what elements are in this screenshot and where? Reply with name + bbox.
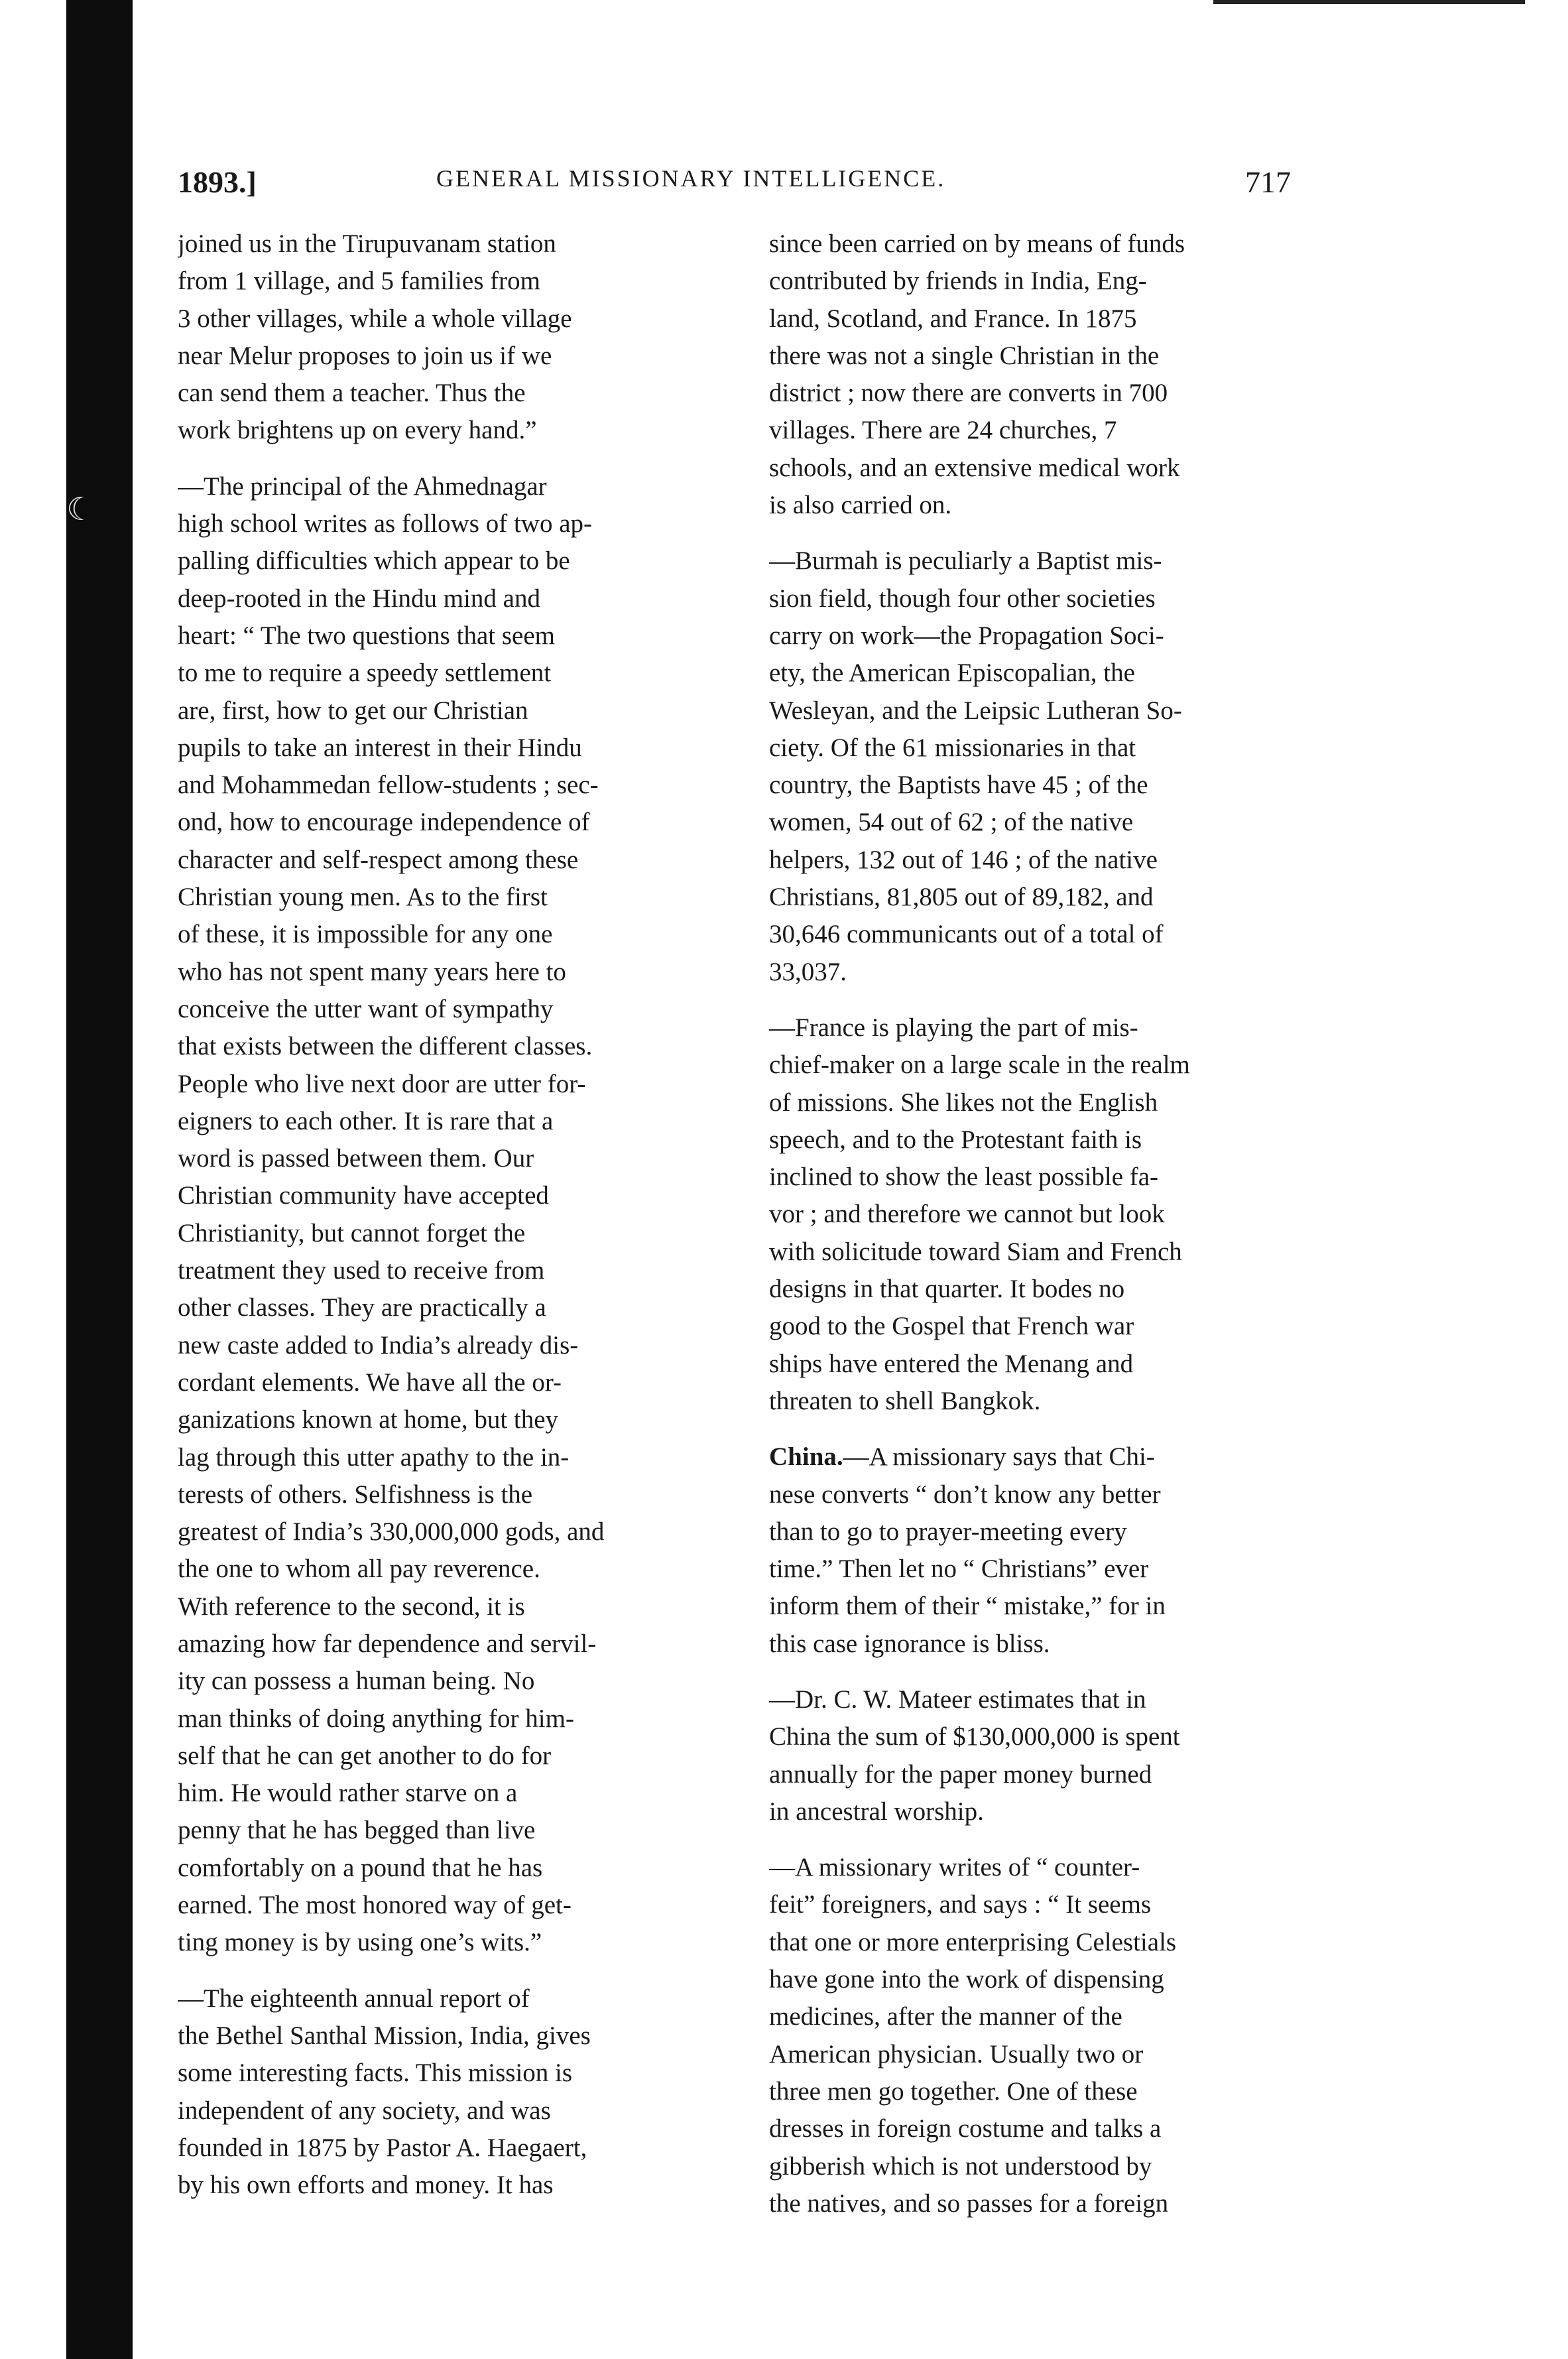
line-text: other classes. They are practically a <box>178 1293 546 1322</box>
line-text: 33,037. <box>769 957 847 986</box>
line-text: new caste added to India’s already dis- <box>178 1330 579 1360</box>
text-line <box>178 1850 748 1887</box>
text-line <box>769 1924 1339 1961</box>
text-line <box>178 542 748 580</box>
line-text: —The eighteenth annual report of <box>178 1984 530 2013</box>
line-text: some interesting facts. This mission is <box>178 2059 573 2088</box>
left-column <box>178 225 748 2222</box>
line-text: self that he can get another to do for <box>178 1741 552 1770</box>
line-text: ting money is by using one’s wits.” <box>178 1928 542 1957</box>
text-line <box>769 1121 1339 1159</box>
line-text: 30,646 communicants out of a total of <box>769 920 1164 949</box>
text-line <box>178 1028 748 1065</box>
line-text: cordant elements. We have all the or- <box>178 1368 562 1397</box>
line-text: —France is playing the part of mis- <box>769 1013 1138 1042</box>
text-line <box>178 804 748 841</box>
line-text: comfortably on a pound that he has <box>178 1853 543 1882</box>
text-line <box>769 300 1339 338</box>
line-text: speech, and to the Protestant faith is <box>769 1125 1142 1154</box>
line-text: threaten to shell Bangkok. <box>769 1386 1041 1415</box>
header-title: GENERAL MISSIONARY INTELLIGENCE. <box>436 165 946 192</box>
line-text: from 1 village, and 5 families from <box>178 267 540 296</box>
line-text: terests of others. Selfishness is the <box>178 1480 533 1509</box>
text-line <box>178 1812 748 1849</box>
line-text: ganizations known at home, but they <box>178 1405 559 1435</box>
text-line <box>769 916 1339 953</box>
text-line <box>769 1681 1339 1718</box>
text-line <box>178 954 748 991</box>
text-line <box>178 1177 748 1214</box>
paragraph <box>769 1009 1339 1420</box>
text-line <box>769 412 1339 449</box>
text-line <box>769 1961 1339 1998</box>
text-line <box>178 655 748 692</box>
text-line <box>178 1775 748 1812</box>
line-text: is also carried on. <box>769 491 952 520</box>
text-line <box>769 375 1339 412</box>
text-line <box>769 730 1339 767</box>
text-line <box>769 1849 1339 1886</box>
text-line <box>178 2130 748 2167</box>
line-text: independent of any society, and was <box>178 2096 551 2125</box>
text-line <box>769 804 1339 841</box>
text-line <box>769 225 1339 263</box>
line-text: ety, the American Episcopalian, the <box>769 659 1135 688</box>
text-line <box>769 450 1339 487</box>
line-text: treatment they used to receive from <box>178 1256 545 1285</box>
line-text: villages. There are 24 churches, 7 <box>769 416 1117 445</box>
line-text: American physician. Usually two or <box>769 2039 1144 2069</box>
text-line <box>178 263 748 300</box>
text-line <box>178 1103 748 1140</box>
text-line <box>769 1476 1339 1513</box>
line-text: this case ignorance is bliss. <box>769 1629 1050 1658</box>
text-line <box>769 1346 1339 1383</box>
text-line <box>769 1513 1339 1551</box>
paragraph <box>769 542 1339 991</box>
text-line <box>769 2073 1339 2110</box>
line-text: and Mohammedan fellow-students ; sec- <box>178 771 599 800</box>
line-text: good to the Gospel that French war <box>769 1312 1134 1341</box>
line-text: heart: “ The two questions that seem <box>178 621 555 650</box>
line-text: —Dr. C. W. Mateer estimates that in <box>769 1685 1146 1714</box>
text-line <box>769 1271 1339 1308</box>
text-line <box>769 1998 1339 2035</box>
line-text: to me to require a speedy settlement <box>178 659 552 688</box>
line-text: lag through this utter apathy to the in- <box>178 1442 570 1472</box>
line-text: ity can possess a human being. No <box>178 1667 535 1696</box>
paragraph <box>769 1849 1339 2222</box>
paragraph <box>178 468 748 1962</box>
line-text: country, the Baptists have 45 ; of the <box>769 771 1148 800</box>
line-text: him. He would rather starve on a <box>178 1779 518 1808</box>
text-line <box>178 225 748 263</box>
line-text: ond, how to encourage independence of <box>178 808 590 837</box>
text-line <box>769 1551 1339 1588</box>
line-text: With reference to the second, it is <box>178 1592 525 1621</box>
line-text: district ; now there are converts in 700 <box>769 379 1168 408</box>
line-text: time.” Then let no “ Christians” ever <box>769 1555 1149 1584</box>
text-line <box>769 2185 1339 2222</box>
line-text: chief-maker on a large scale in the realm <box>769 1051 1190 1080</box>
right-column <box>769 225 1339 2241</box>
text-line <box>178 580 748 617</box>
line-text: feit” foreigners, and says : “ It seems <box>769 1890 1152 1919</box>
line-text: high school writes as follows of two ap- <box>178 509 592 539</box>
line-text: Wesleyan, and the Leipsic Lutheran So- <box>769 696 1182 725</box>
text-line <box>178 1327 748 1364</box>
line-text: —A missionary says that Chi- <box>843 1442 1155 1472</box>
paragraph <box>769 1681 1339 1830</box>
text-line <box>178 1215 748 1252</box>
line-text: who has not spent many years here to <box>178 957 566 986</box>
line-text: pupils to take an interest in their Hindu <box>178 733 582 762</box>
text-line <box>769 1196 1339 1233</box>
text-line <box>769 1009 1339 1047</box>
line-text: can send them a teacher. Thus the <box>178 379 526 408</box>
text-line <box>178 916 748 953</box>
line-text: that one or more enterprising Celestials <box>769 1927 1177 1956</box>
section-lead: China. <box>769 1442 843 1472</box>
text-line <box>178 338 748 375</box>
line-text: the natives, and so passes for a foreign <box>769 2189 1169 2218</box>
text-line <box>178 2092 748 2130</box>
text-line <box>769 338 1339 375</box>
text-line <box>178 617 748 655</box>
paragraph <box>178 1980 748 2204</box>
line-text: man thinks of doing anything for him- <box>178 1704 574 1733</box>
text-line <box>178 2167 748 2204</box>
text-line <box>769 1084 1339 1121</box>
text-line <box>769 1756 1339 1793</box>
line-text: the one to whom all pay reverence. <box>178 1555 540 1584</box>
line-text: helpers, 132 out of 146 ; of the native <box>769 845 1158 874</box>
text-line <box>769 263 1339 300</box>
text-line <box>178 730 748 767</box>
line-text: word is passed between them. Our <box>178 1144 534 1173</box>
text-line <box>769 1159 1339 1196</box>
line-text: schools, and an extensive medical work <box>769 453 1180 482</box>
line-text: have gone into the work of dispensing <box>769 1965 1164 1994</box>
paragraph <box>769 1438 1339 1663</box>
text-line <box>178 692 748 730</box>
line-text: dresses in foreign costume and talks a <box>769 2114 1162 2143</box>
text-line <box>769 2148 1339 2185</box>
text-line <box>769 954 1339 991</box>
text-line <box>769 767 1339 804</box>
line-text: amazing how far dependence and servil- <box>178 1629 597 1658</box>
line-text: 3 other villages, while a whole village <box>178 304 572 333</box>
line-text: joined us in the Tirupuvanam station <box>178 229 556 258</box>
line-text: Christian young men. As to the first <box>178 883 548 912</box>
text-line <box>178 1738 748 1775</box>
line-text: deep-rooted in the Hindu mind and <box>178 584 540 613</box>
text-line <box>178 1551 748 1588</box>
text-line <box>769 879 1339 916</box>
page-number: 717 <box>1245 165 1291 199</box>
line-text: inclined to show the least possible fa- <box>769 1163 1159 1192</box>
text-line <box>178 1700 748 1738</box>
line-text: palling difficulties which appear to be <box>178 546 570 576</box>
line-text: ciety. Of the 61 missionaries in that <box>769 733 1136 762</box>
line-text: —Burmah is peculiarly a Baptist mis- <box>769 546 1162 576</box>
line-text: medicines, after the manner of the <box>769 2002 1122 2031</box>
line-text: gibberish which is not understood by <box>769 2151 1152 2181</box>
line-text: since been carried on by means of funds <box>769 229 1185 258</box>
line-text: of these, it is impossible for any one <box>178 920 553 949</box>
text-line <box>769 617 1339 655</box>
binding-mark: ☾ <box>66 491 95 528</box>
line-text: contributed by friends in India, Eng- <box>769 267 1147 296</box>
text-line <box>178 1066 748 1103</box>
text-line <box>178 1289 748 1326</box>
line-text: in ancestral worship. <box>769 1797 984 1826</box>
text-line <box>769 2110 1339 2147</box>
text-line <box>178 468 748 505</box>
line-text: character and self-respect among these <box>178 845 579 874</box>
line-text: by his own efforts and money. It has <box>178 2171 554 2200</box>
line-text: with solicitude toward Siam and French <box>769 1237 1182 1266</box>
text-line <box>178 300 748 338</box>
text-line <box>178 375 748 412</box>
line-text: Christians, 81,805 out of 89,182, and <box>769 883 1154 912</box>
line-text: Christian community have accepted <box>178 1181 549 1210</box>
text-line <box>178 1887 748 1924</box>
text-line <box>769 1308 1339 1345</box>
binding-edge-shadow <box>66 0 133 2359</box>
text-line <box>178 2055 748 2092</box>
text-line <box>769 655 1339 692</box>
line-text: there was not a single Christian in the <box>769 341 1160 370</box>
text-line <box>769 1438 1339 1476</box>
line-text: near Melur proposes to join us if we <box>178 341 552 370</box>
text-line <box>178 1588 748 1626</box>
line-text: sion field, though four other societies <box>769 584 1156 613</box>
line-text: carry on work—the Propagation Soci- <box>769 621 1164 650</box>
line-text: People who live next door are utter for- <box>178 1069 586 1098</box>
line-text: vor ; and therefore we cannot but look <box>769 1200 1165 1229</box>
text-line <box>178 1476 748 1513</box>
line-text: China the sum of $130,000,000 is spent <box>769 1722 1180 1752</box>
line-text: three men go together. One of these <box>769 2076 1138 2106</box>
text-line <box>178 1140 748 1177</box>
line-text: work brightens up on every hand.” <box>178 416 537 445</box>
text-line <box>178 1252 748 1289</box>
text-line <box>769 580 1339 617</box>
line-text: conceive the utter want of sympathy <box>178 994 554 1023</box>
line-text: designs in that quarter. It bodes no <box>769 1275 1125 1304</box>
text-line <box>769 542 1339 580</box>
top-rule <box>1213 0 1525 4</box>
line-text: land, Scotland, and France. In 1875 <box>769 304 1137 333</box>
line-text: are, first, how to get our Christian <box>178 696 528 725</box>
line-text: inform them of their “ mistake,” for in <box>769 1592 1166 1621</box>
text-line <box>178 879 748 916</box>
text-line <box>769 1047 1339 1084</box>
text-line <box>769 1383 1339 1420</box>
text-line <box>769 842 1339 879</box>
line-text: founded in 1875 by Pastor A. Haegaert, <box>178 2133 587 2162</box>
line-text: ships have entered the Menang and <box>769 1349 1134 1378</box>
header-year: 1893.] <box>178 165 257 199</box>
line-text: than to go to prayer-meeting every <box>769 1517 1127 1546</box>
line-text: that exists between the different classes. <box>178 1032 593 1061</box>
line-text: earned. The most honored way of get- <box>178 1891 572 1920</box>
text-line <box>769 1718 1339 1755</box>
text-line <box>769 487 1339 524</box>
text-line <box>178 1364 748 1401</box>
line-text: Christianity, but cannot forget the <box>178 1218 526 1247</box>
text-line <box>178 505 748 542</box>
text-line <box>178 842 748 879</box>
line-text: women, 54 out of 62 ; of the native <box>769 808 1134 837</box>
line-text: —The principal of the Ahmednagar <box>178 472 547 501</box>
line-text: nese converts “ don’t know any better <box>769 1480 1161 1509</box>
text-line <box>769 1886 1339 1923</box>
text-line <box>769 1234 1339 1271</box>
running-header <box>178 164 1305 204</box>
line-text: annually for the paper money burned <box>769 1759 1152 1789</box>
text-line <box>178 1980 748 2017</box>
text-line <box>178 991 748 1028</box>
text-line <box>178 767 748 804</box>
text-line <box>178 1626 748 1663</box>
text-line <box>769 1793 1339 1830</box>
line-text: eigners to each other. It is rare that a <box>178 1106 554 1135</box>
line-text: of missions. She likes not the English <box>769 1088 1158 1117</box>
text-line <box>769 1588 1339 1625</box>
line-text: —A missionary writes of “ counter- <box>769 1853 1140 1882</box>
text-line <box>178 1401 748 1438</box>
paragraph <box>769 225 1339 524</box>
text-line <box>769 1626 1339 1663</box>
text-line <box>178 412 748 449</box>
text-line <box>178 2017 748 2055</box>
paragraph <box>178 225 748 450</box>
text-line <box>769 2036 1339 2073</box>
text-line <box>178 1663 748 1700</box>
text-line <box>769 692 1339 730</box>
text-line <box>178 1513 748 1551</box>
line-text: penny that he has begged than live <box>178 1816 536 1845</box>
text-line <box>178 1439 748 1476</box>
line-text: the Bethel Santhal Mission, India, gives <box>178 2021 591 2050</box>
line-text: greatest of India’s 330,000,000 gods, and <box>178 1517 605 1547</box>
text-line <box>178 1924 748 1961</box>
